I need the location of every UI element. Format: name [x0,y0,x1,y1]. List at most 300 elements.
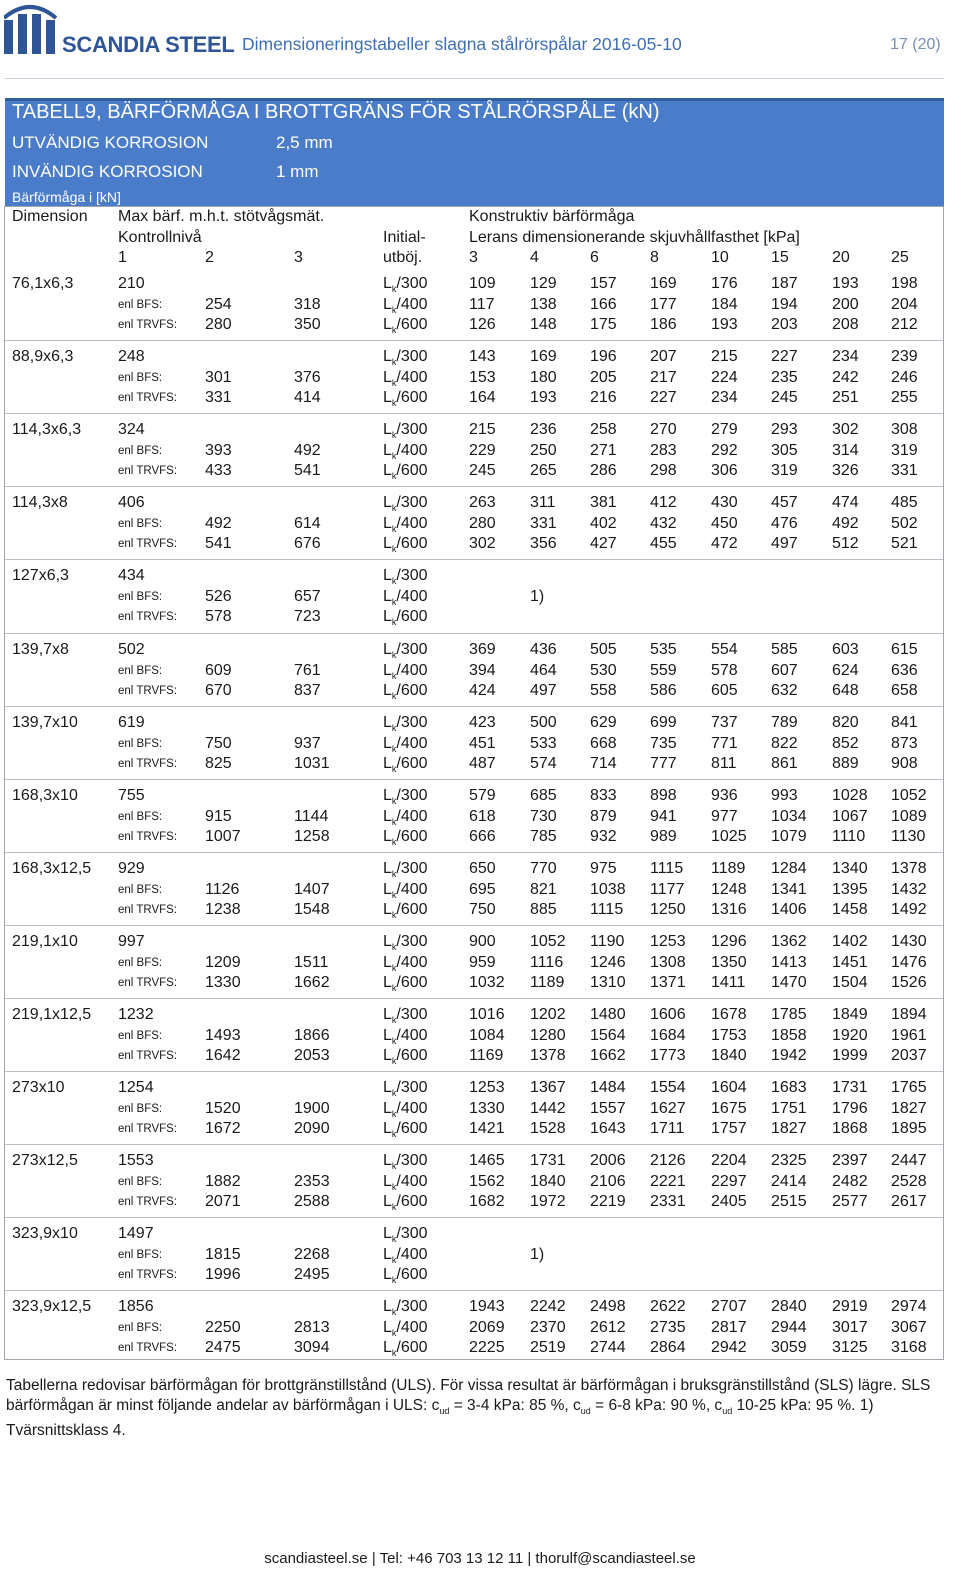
row-label-bfs: enl BFS: [118,957,163,969]
capacity-lk300-kpa-15: 993 [771,787,798,804]
capacity-lk300-kpa-15: 789 [771,714,798,731]
row-dimension: 139,7x10 [12,714,78,731]
capacity-lk600-kpa-8: 777 [650,755,677,772]
row-label-bfs: enl BFS: [118,1249,163,1261]
row-initial-lk-600: $L_k/600$ [383,974,428,994]
header-level-1: 1 [118,249,127,266]
row-initial-lk-600: $L_k/600$ [383,828,428,848]
capacity-lk400-kpa-20: 492 [832,515,859,532]
capacity-lk600-kpa-6: 427 [590,535,617,552]
capacity-lk400-kpa-15: 607 [771,662,798,679]
capacity-lk600-kpa-4: 1528 [530,1120,566,1137]
capacity-lk400-kpa-10: 771 [711,735,738,752]
capacity-lk600-kpa-4: 1378 [530,1047,566,1064]
capacity-lk600-kpa-4: 785 [530,828,557,845]
capacity-lk400-kpa-15: 194 [771,296,798,313]
capacity-lk400-kpa-10: 1753 [711,1027,747,1044]
capacity-lk300-kpa-10: 1296 [711,933,747,950]
capacity-lk300-kpa-4: 236 [530,421,557,438]
row-initial-lk-300: $L_k/300$ [383,421,428,441]
capacity-lk400-kpa-3: 280 [469,515,496,532]
capacity-lk300-kpa-20: 2919 [832,1298,868,1315]
capacity-lk600-kpa-4: 497 [530,682,557,699]
capacity-lk600-kpa-15: 1079 [771,828,807,845]
outer-corrosion-label: UTVÄNDIG KORROSION [12,133,209,152]
capacity-lk600-kpa-8: 1371 [650,974,686,991]
capacity-lk400-kpa-10: 2297 [711,1173,747,1190]
row-bfs-level-3: 614 [294,515,321,532]
row-label-trvfs: enl TRVFS: [118,538,178,550]
capacity-lk600-kpa-20: 1458 [832,901,868,918]
capacity-lk600-kpa-3: 1421 [469,1120,505,1137]
capacity-lk400-kpa-3: 2069 [469,1319,505,1336]
capacity-lk600-kpa-4: 885 [530,901,557,918]
capacity-lk300-kpa-20: 1402 [832,933,868,950]
row-initial-lk-600: $L_k/600$ [383,535,428,555]
row-trvfs-level-2: 541 [205,535,232,552]
row-initial-lk-400: $L_k/400$ [383,296,428,316]
capacity-lk600-kpa-20: 1999 [832,1047,868,1064]
row-dimension: 219,1x10 [12,933,78,950]
row-label-trvfs: enl TRVFS: [118,319,178,331]
capacity-lk600-kpa-15: 2515 [771,1193,807,1210]
row-trvfs-level-2: 825 [205,755,232,772]
capacity-lk300-kpa-25: 239 [891,348,918,365]
row-max-level-1: 1553 [118,1152,154,1169]
page-number: 17 (20) [890,36,941,53]
capacity-lk600-kpa-10: 234 [711,389,738,406]
capacity-lk600-kpa-6: 286 [590,462,617,479]
row-dimension: 219,1x12,5 [12,1006,92,1023]
capacity-lk600-kpa-20: 889 [832,755,859,772]
row-bfs-level-2: 1815 [205,1246,241,1263]
row-initial-lk-400: $L_k/400$ [383,1173,428,1193]
capacity-lk300-kpa-25: 198 [891,275,918,292]
capacity-lk400-kpa-10: 184 [711,296,738,313]
capacity-lk400-kpa-4: 1840 [530,1173,566,1190]
capacity-lk400-kpa-25: 636 [891,662,918,679]
row-trvfs-level-2: 1007 [205,828,241,845]
capacity-lk600-kpa-10: 1757 [711,1120,747,1137]
table-title: TABELL9, BÄRFÖRMÅGA I BROTTGRÄNS FÖR STÅLRÖRSPÅLE (kN) [12,101,660,123]
capacity-lk600-kpa-10: 1411 [711,974,746,991]
row-label-trvfs: enl TRVFS: [118,758,178,770]
row-trvfs-level-3: 723 [294,608,321,625]
capacity-lk600-kpa-3: 126 [469,316,496,333]
outer-corrosion-value: 2,5 mm [276,133,333,152]
capacity-lk300-kpa-25: 2447 [891,1152,927,1169]
capacity-lk400-kpa-8: 2221 [650,1173,686,1190]
row-label-bfs: enl BFS: [118,1103,163,1115]
row-initial-lk-600: $L_k/600$ [383,1193,428,1213]
row-dimension: 127x6,3 [12,567,69,584]
inner-corrosion-label: INVÄNDIG KORROSION [12,162,203,181]
capacity-lk300-kpa-4: 500 [530,714,557,731]
capacity-lk400-kpa-20: 624 [832,662,859,679]
capacity-lk600-kpa-4: 1189 [530,974,565,991]
capacity-lk600-kpa-4: 574 [530,755,557,772]
capacity-lk300-kpa-10: 936 [711,787,738,804]
capacity-lk400-kpa-3: 117 [469,296,495,313]
capacity-lk300-kpa-10: 1678 [711,1006,747,1023]
capacity-lk400-kpa-3: 618 [469,808,496,825]
row-bfs-level-3: 1866 [294,1027,330,1044]
row-trvfs-level-2: 578 [205,608,232,625]
capacity-lk400-kpa-6: 1557 [590,1100,626,1117]
capacity-lk400-kpa-8: 1308 [650,954,686,971]
capacity-lk400-kpa-4: 331 [530,515,557,532]
capacity-lk300-kpa-10: 554 [711,641,738,658]
row-label-trvfs: enl TRVFS: [118,1342,178,1354]
capacity-lk300-kpa-20: 820 [832,714,859,731]
capacity-lk300-kpa-20: 474 [832,494,859,511]
capacity-lk300-kpa-4: 685 [530,787,557,804]
capacity-lk400-kpa-3: 451 [469,735,496,752]
capacity-lk300-kpa-3: 900 [469,933,496,950]
capacity-lk300-kpa-4: 1731 [530,1152,566,1169]
row-label-trvfs: enl TRVFS: [118,611,178,623]
capacity-lk400-kpa-6: 879 [590,808,617,825]
row-initial-lk-600: $L_k/600$ [383,462,428,482]
row-trvfs-level-3: 3094 [294,1339,330,1356]
capacity-lk300-kpa-4: 2242 [530,1298,566,1315]
row-trvfs-level-2: 670 [205,682,232,699]
footnote-sub-3: ud [722,1406,733,1417]
row-trvfs-level-3: 2588 [294,1193,330,1210]
capacity-lk400-kpa-6: 1246 [590,954,626,971]
capacity-lk600-kpa-6: 2219 [590,1193,626,1210]
capacity-lk400-kpa-3: 1330 [469,1100,505,1117]
capacity-lk400-kpa-15: 1858 [771,1027,807,1044]
row-label-trvfs: enl TRVFS: [118,977,178,989]
row-max-level-1: 929 [118,860,145,877]
capacity-lk300-kpa-3: 1465 [469,1152,505,1169]
capacity-lk300-kpa-8: 898 [650,787,677,804]
row-label-bfs: enl BFS: [118,445,163,457]
row-bfs-level-2: 1520 [205,1100,241,1117]
row-trvfs-level-2: 2475 [205,1339,241,1356]
capacity-lk600-kpa-6: 932 [590,828,617,845]
row-initial-lk-600: $L_k/600$ [383,316,428,336]
capacity-lk600-kpa-3: 487 [469,755,496,772]
capacity-lk300-kpa-25: 615 [891,641,918,658]
capacity-lk300-kpa-25: 1765 [891,1079,927,1096]
header-kpa-3: 3 [469,249,478,266]
capacity-lk400-kpa-8: 432 [650,515,677,532]
row-initial-lk-300: $L_k/300$ [383,1006,428,1026]
capacity-lk300-kpa-3: 423 [469,714,496,731]
capacity-lk300-kpa-4: 1052 [530,933,566,950]
row-trvfs-level-3: 2495 [294,1266,330,1283]
capacity-lk300-kpa-6: 258 [590,421,617,438]
capacity-lk600-kpa-4: 148 [530,316,557,333]
capacity-lk600-kpa-20: 1868 [832,1120,868,1137]
row-bfs-level-3: 318 [294,296,321,313]
row-separator [5,998,943,999]
capacity-lk600-kpa-3: 245 [469,462,496,479]
capacity-lk400-kpa-6: 1038 [590,881,626,898]
row-label-trvfs: enl TRVFS: [118,1050,178,1062]
capacity-lk300-kpa-15: 1683 [771,1079,807,1096]
capacity-lk600-kpa-25: 658 [891,682,918,699]
capacity-lk400-kpa-10: 292 [711,442,738,459]
capacity-lk300-kpa-10: 2204 [711,1152,747,1169]
row-trvfs-level-3: 1031 [294,755,330,772]
capacity-lk600-kpa-25: 2037 [891,1047,927,1064]
capacity-lk600-kpa-15: 861 [771,755,798,772]
capacity-lk400-kpa-3: 1084 [469,1027,505,1044]
capacity-lk300-kpa-3: 143 [469,348,496,365]
capacity-lk400-kpa-8: 283 [650,442,677,459]
row-separator [5,413,943,414]
row-trvfs-level-3: 676 [294,535,321,552]
capacity-lk400-kpa-6: 2106 [590,1173,626,1190]
row-dimension: 76,1x6,3 [12,275,74,292]
capacity-lk300-kpa-6: 2006 [590,1152,626,1169]
row-initial-lk-400: $L_k/400$ [383,881,428,901]
capacity-lk400-kpa-20: 314 [832,442,859,459]
footnote-text-1: Tabellerna redovisar bärförmågan för brottgränstillstånd (ULS). För vissa resultat är bärförmågan i bruksgränstillstånd (SLS) lägre. SLS bärförmågan är minst följande andelar av bärförmågan i ULS: c [6,1377,931,1414]
row-bfs-level-2: 915 [205,808,232,825]
row-label-bfs: enl BFS: [118,811,163,823]
capacity-lk300-kpa-8: 1606 [650,1006,686,1023]
row-initial-lk-300: $L_k/300$ [383,275,428,295]
row-initial-lk-400: $L_k/400$ [383,369,428,389]
capacity-lk600-kpa-8: 989 [650,828,677,845]
scandia-steel-logo [4,4,58,54]
row-trvfs-level-2: 1330 [205,974,241,991]
capacity-lk600-kpa-20: 2577 [832,1193,868,1210]
row-separator [5,852,943,853]
capacity-lk600-kpa-4: 1972 [530,1193,566,1210]
capacity-lk600-kpa-25: 1526 [891,974,927,991]
capacity-lk300-kpa-20: 2397 [832,1152,868,1169]
capacity-lk300-kpa-15: 1785 [771,1006,807,1023]
row-initial-lk-400: $L_k/400$ [383,442,428,462]
capacity-lk400-kpa-3: 1562 [469,1173,505,1190]
capacity-lk600-kpa-3: 666 [469,828,496,845]
capacity-lk400-kpa-6: 166 [590,296,617,313]
capacity-lk400-kpa-3: 959 [469,954,496,971]
inner-corrosion-value: 1 mm [276,162,319,181]
capacity-lk300-kpa-15: 1284 [771,860,807,877]
capacity-lk600-kpa-8: 227 [650,389,677,406]
capacity-lk400-kpa-3: 394 [469,662,496,679]
header-kpa-4: 4 [530,249,539,266]
capacity-lk600-kpa-6: 1115 [590,901,624,918]
capacity-lk400-kpa-25: 873 [891,735,918,752]
row-max-level-1: 1856 [118,1298,154,1315]
capacity-lk600-kpa-25: 2617 [891,1193,927,1210]
header-kontrollniva: Kontrollnivå [118,229,202,246]
capacity-lk600-kpa-10: 472 [711,535,738,552]
capacity-lk300-kpa-25: 308 [891,421,918,438]
row-trvfs-level-3: 1258 [294,828,330,845]
capacity-lk600-kpa-15: 3059 [771,1339,807,1356]
row-bfs-level-3: 2813 [294,1319,330,1336]
header-kpa-15: 15 [771,249,789,266]
row-max-level-1: 1497 [118,1225,154,1242]
row-label-trvfs: enl TRVFS: [118,1196,178,1208]
capacity-lk400-kpa-4: 1442 [530,1100,566,1117]
row-footnote-ref: 1) [530,1246,545,1263]
row-separator [5,486,943,487]
row-trvfs-level-2: 433 [205,462,232,479]
capacity-lk300-kpa-3: 579 [469,787,496,804]
capacity-lk300-kpa-8: 207 [650,348,677,365]
capacity-lk300-kpa-4: 770 [530,860,557,877]
capacity-lk300-kpa-20: 302 [832,421,859,438]
row-separator [5,559,943,560]
row-label-bfs: enl BFS: [118,884,163,896]
row-bfs-level-3: 492 [294,442,321,459]
capacity-lk600-kpa-25: 1492 [891,901,927,918]
row-bfs-level-2: 750 [205,735,232,752]
header-level-2: 2 [205,249,214,266]
header-dimension: Dimension [12,208,88,225]
row-max-level-1: 502 [118,641,145,658]
row-max-level-1: 406 [118,494,145,511]
row-footnote-ref: 1) [530,588,545,605]
row-max-level-1: 1232 [118,1006,154,1023]
capacity-lk300-kpa-4: 436 [530,641,557,658]
capacity-lk600-kpa-3: 302 [469,535,496,552]
capacity-lk600-kpa-6: 558 [590,682,617,699]
capacity-lk600-kpa-15: 632 [771,682,798,699]
capacity-lk300-kpa-20: 1731 [832,1079,868,1096]
capacity-lk400-kpa-15: 1751 [771,1100,807,1117]
capacity-lk300-kpa-4: 1202 [530,1006,566,1023]
capacity-lk300-kpa-10: 279 [711,421,738,438]
capacity-lk400-kpa-4: 2370 [530,1319,566,1336]
row-trvfs-level-2: 1238 [205,901,241,918]
capacity-lk600-kpa-8: 298 [650,462,677,479]
capacity-lk300-kpa-25: 485 [891,494,918,511]
row-initial-lk-300: $L_k/300$ [383,348,428,368]
row-dimension: 168,3x10 [12,787,78,804]
capacity-lk400-kpa-6: 530 [590,662,617,679]
capacity-lk600-kpa-8: 2331 [650,1193,686,1210]
capacity-lk400-kpa-4: 730 [530,808,557,825]
footnote-text-2: = 3-4 kPa: 85 %, c [449,1397,581,1414]
capacity-lk600-kpa-20: 512 [832,535,859,552]
capacity-lk300-kpa-6: 196 [590,348,617,365]
capacity-lk600-kpa-15: 319 [771,462,798,479]
capacity-lk300-kpa-15: 187 [771,275,798,292]
capacity-lk400-kpa-15: 1034 [771,808,807,825]
capacity-lk300-kpa-25: 1894 [891,1006,927,1023]
capacity-lk400-kpa-8: 735 [650,735,677,752]
capacity-lk600-kpa-8: 586 [650,682,677,699]
row-max-level-1: 619 [118,714,145,731]
capacity-lk300-kpa-15: 1362 [771,933,807,950]
capacity-lk300-kpa-3: 1016 [469,1006,505,1023]
capacity-lk600-kpa-15: 1470 [771,974,807,991]
row-initial-lk-300: $L_k/300$ [383,1225,428,1245]
capacity-lk400-kpa-4: 1116 [530,954,564,971]
capacity-lk400-kpa-20: 852 [832,735,859,752]
capacity-lk600-kpa-15: 245 [771,389,798,406]
capacity-lk600-kpa-6: 2744 [590,1339,626,1356]
capacity-lk300-kpa-8: 412 [650,494,677,511]
capacity-lk600-kpa-25: 1130 [891,828,926,845]
capacity-lk400-kpa-6: 271 [590,442,617,459]
row-initial-lk-600: $L_k/600$ [383,682,428,702]
capacity-lk300-kpa-10: 215 [711,348,738,365]
row-initial-lk-300: $L_k/300$ [383,641,428,661]
capacity-lk300-kpa-8: 699 [650,714,677,731]
capacity-lk300-kpa-15: 227 [771,348,798,365]
row-initial-lk-400: $L_k/400$ [383,588,428,608]
capacity-lk400-kpa-25: 319 [891,442,918,459]
capacity-lk300-kpa-20: 1028 [832,787,868,804]
capacity-lk300-kpa-20: 193 [832,275,859,292]
capacity-lk600-kpa-10: 306 [711,462,738,479]
capacity-lk400-kpa-15: 1413 [771,954,807,971]
capacity-lk300-kpa-15: 293 [771,421,798,438]
capacity-lk300-kpa-8: 1253 [650,933,686,950]
row-separator [5,633,943,634]
capacity-lk300-kpa-25: 1052 [891,787,927,804]
row-separator [5,925,943,926]
row-initial-lk-400: $L_k/400$ [383,954,428,974]
capacity-lk600-kpa-15: 497 [771,535,798,552]
capacity-lk400-kpa-6: 205 [590,369,617,386]
capacity-lk600-kpa-25: 331 [891,462,918,479]
row-label-bfs: enl BFS: [118,591,163,603]
row-initial-lk-300: $L_k/300$ [383,567,428,587]
capacity-lk300-kpa-6: 975 [590,860,617,877]
capacity-lk600-kpa-6: 1310 [590,974,626,991]
capacity-lk400-kpa-20: 200 [832,296,859,313]
row-dimension: 168,3x12,5 [12,860,92,877]
row-bfs-level-2: 1209 [205,954,241,971]
capacity-lk600-kpa-3: 424 [469,682,496,699]
row-separator [5,1071,943,1072]
capacity-lk600-kpa-20: 1110 [832,828,866,845]
row-bfs-level-3: 1407 [294,881,330,898]
row-trvfs-level-2: 2071 [205,1193,241,1210]
capacity-lk600-kpa-15: 1942 [771,1047,807,1064]
capacity-lk600-kpa-10: 1316 [711,901,747,918]
row-label-trvfs: enl TRVFS: [118,392,178,404]
capacity-lk400-kpa-20: 1920 [832,1027,868,1044]
footnote-sub-2: ud [580,1406,591,1417]
header-kpa-20: 20 [832,249,850,266]
capacity-lk400-kpa-8: 1627 [650,1100,686,1117]
capacity-lk400-kpa-4: 821 [530,881,557,898]
row-bfs-level-2: 526 [205,588,232,605]
row-separator [5,340,943,341]
capacity-lk300-kpa-6: 1190 [590,933,625,950]
row-dimension: 273x10 [12,1079,65,1096]
capacity-lk300-kpa-3: 650 [469,860,496,877]
capacity-lk300-kpa-20: 1849 [832,1006,868,1023]
row-trvfs-level-3: 414 [294,389,321,406]
capacity-lk300-kpa-6: 2498 [590,1298,626,1315]
capacity-lk400-kpa-6: 2612 [590,1319,626,1336]
row-initial-lk-600: $L_k/600$ [383,608,428,628]
row-separator [5,779,943,780]
row-max-level-1: 210 [118,275,145,292]
capacity-lk600-kpa-15: 1827 [771,1120,807,1137]
logo-text: SCANDIA STEEL [62,32,235,57]
capacity-lk400-kpa-10: 2817 [711,1319,747,1336]
capacity-lk400-kpa-4: 533 [530,735,557,752]
capacity-lk300-kpa-8: 535 [650,641,677,658]
capacity-lk400-kpa-8: 559 [650,662,677,679]
row-bfs-level-3: 937 [294,735,321,752]
